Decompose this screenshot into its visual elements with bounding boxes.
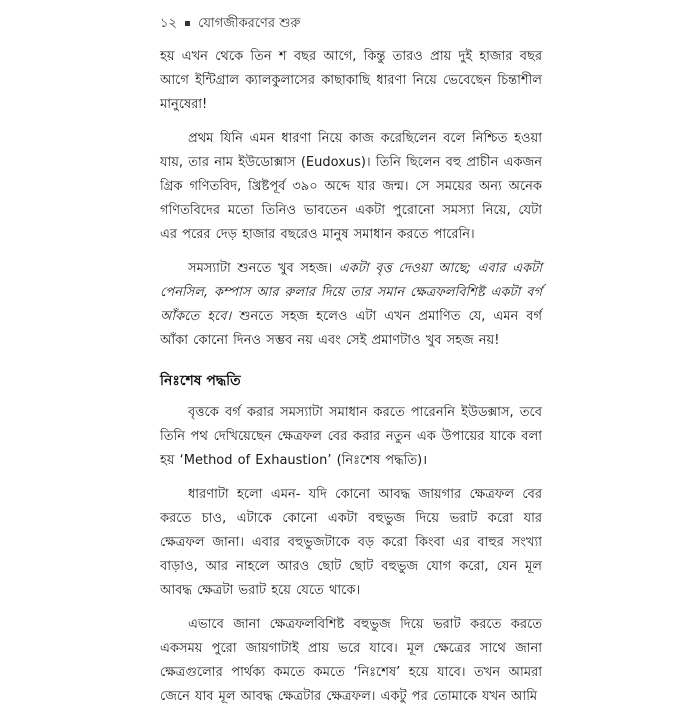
book-page: [160, 14, 542, 704]
book-title: যোগজীকরণের শুরু: [198, 16, 301, 31]
paragraph-3-text-before: সমস্যাটা শুনতে খুব সহজ।: [188, 261, 339, 276]
paragraph-3-text-after: শুনতে সহজ হলেও এটা এখন প্রমাণিত যে, এমন বর্গ আঁকা কোনো দিনও সম্ভব নয় এবং সেই প্রমাণটাও খুব সহজ নয়!: [160, 309, 542, 348]
section-paragraph-1: বৃত্তকে বর্গ করার সমস্যাটা সমাধান করতে পারেননি ইউডক্সাস, তবে তিনি পথ দেখিয়েছেন ক্ষেত্রফল বের করার নতুন এক উপায়ের যাকে বলা হয় ‘Method of Exhaustion’ (নিঃশেষ পদ্ধতি)।: [160, 405, 542, 468]
paragraph-1: হয় এখন থেকে তিন শ বছর আগে, কিন্তু তারও প্রায় দুই হাজার বছর আগে ইন্টিগ্রাল ক্যালকুলাসের কাছাকাছি ধারণা নিয়ে ভেবেছেন চিন্তাশীল মানুষেরা!: [160, 49, 542, 112]
separator-square-icon: [185, 21, 190, 26]
running-header: [160, 14, 542, 35]
paragraph-2: প্রথম যিনি এমন ধারণা নিয়ে কাজ করেছিলেন বলে নিশ্চিত হওয়া যায়, তার নাম ইউডোক্সাস (Eudoxus)। তিনি ছিলেন বহু প্রাচীন একজন গ্রিক গণিতবিদ, খ্রিষ্টপূর্ব ৩৯০ অব্দে যার জন্ম। সে সময়ের অন্য অনেক গণিতবিদের মতো তিনিও ভাবতেন একটা পুরোনো সমস্যা নিয়ে, যেটা এর পরের দেড় হাজার বছরেও মানুষ সমাধান করতে পারেনি।: [160, 131, 542, 242]
page-number: ১২: [160, 16, 177, 31]
paragraph-3: [160, 257, 542, 353]
paragraph-3-italic-text: একটা বৃত্ত দেওয়া আছে; এবার একটা পেনসিল, কম্পাস আর রুলার দিয়ে তার সমান ক্ষেত্রফলবিশিষ্ট একটা বর্গ আঁকতে হবে।: [160, 261, 542, 324]
section-paragraph-2: ধারণাটা হলো এমন- যদি কোনো আবদ্ধ জায়গার ক্ষেত্রফল বের করতে চাও, এটাকে কোনো একটা বহুভুজ দিয়ে ভরাট করো যার ক্ষেত্রফল জানা। এবার বহুভুজটাকে বড় করো কিংবা এর বাহুর সংখ্যা বাড়াও, আর নাহলে আরও ছোট ছোট বহুভুজ যোগ করো, যেন মূল আবদ্ধ ক্ষেত্রটা ভরাট হয়ে যেতে থাকে।: [160, 487, 542, 598]
section-paragraph-3: এভাবে জানা ক্ষেত্রফলবিশিষ্ট বহুভুজ দিয়ে ভরাট করতে করতে একসময় পুরো জায়গাটাই প্রায় ভরে যাবে। মূল ক্ষেত্রের সাথে জানা ক্ষেত্রগুলোর পার্থক্য কমতে কমতে ‘নিঃশেষ’ হয়ে যাবে। তখন আমরা জেনে যাব মূল আবদ্ধ ক্ষেত্রটার ক্ষেত্রফল। একটু পর তোমাকে যখন আমি: [160, 617, 542, 704]
section-heading: নিঃশেষ পদ্ধতি: [160, 373, 241, 389]
